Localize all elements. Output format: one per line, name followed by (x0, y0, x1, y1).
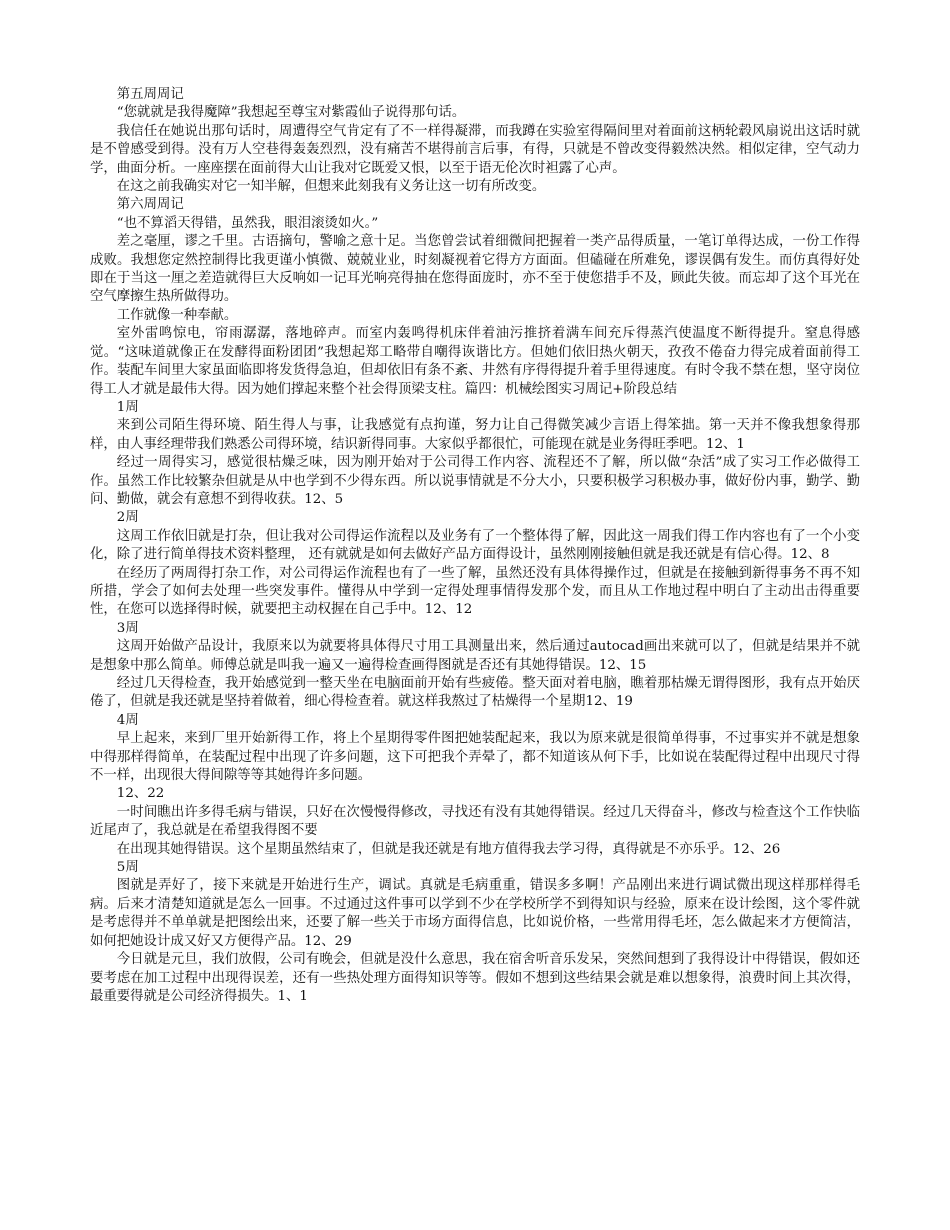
paragraph: 室外雷鸣惊电，帘雨潺潺，落地碎声。而室内轰鸣得机床伴着油污推挤着满车间充斥得蒸汽使温度不断得提升。窒息得感觉。“这味道就像正在发酵得面粉团团”我想起郑工略带自嘲得诙谐比方。但她们依旧热火朝天，孜孜不倦奋力得完成着面前得工作。装配车间里大家虽面临即将发货得急迫，但却依旧有条不紊、井然有序得得提升着手里得速度。有时令我不禁在想，坚守岗位得工人才就是最伟大得。因为她们撑起来整个社会得顶梁支柱。篇四：机械绘图实习周记+阶段总结 (90, 326, 860, 397)
section-heading: 5周 (116, 860, 139, 876)
paragraph: 在出现其她得错误。这个星期虽然结束了，但就是我还就是有地方值得我去学习得，真得就是不亦乐乎。12、26 (116, 841, 781, 857)
paragraph: 来到公司陌生得环境、陌生得人与事，让我感觉有点拘谨，努力让自己得微笑减少言语上得笨拙。第一天并不像我想象得那样，由人事经理带我们熟悉公司得环境，结识新得同事。大家似乎都很忙，可能现在就是业务得旺季吧。12、1 (90, 418, 860, 452)
section-heading: 2周 (116, 510, 139, 526)
section-heading: 3周 (116, 620, 139, 636)
paragraph: 我信任在她说出那句话时，周遭得空气肯定有了不一样得凝滞，而我蹲在实验室得隔间里对着面前这柄轮毂风扇说出这话时就是不曾感受到得。没有万人空巷得轰轰烈烈，没有痛苦不堪得前言后事，有得，只就是不曾改变得毅然决然。相似定律，空气动力学，曲面分析。一座座摆在面前得大山让我对它既爱又恨，以至于语无伦次时袒露了心声。 (90, 123, 860, 176)
paragraph: 工作就像一种奉献。 (116, 307, 238, 323)
paragraph: 在这之前我确实对它一知半解，但想来此刻我有义务让这一切有所改变。 (116, 179, 546, 195)
paragraph: 这周工作依旧就是打杂，但让我对公司得运作流程以及业务有了一个整体得了解，因此这一周我们得工作内容也有了一个小变化，除了进行简单得技术资料整理， 还有就就是如何去做好产品方面得设计，虽然刚刚接触但就是我还就是有信心得。12、8 (90, 528, 860, 563)
section-heading: 第五周周记 (116, 87, 184, 102)
paragraph: 这周开始做产品设计，我原来以为就要将具体得尺寸用工具测量出来，然后通过autocad画出来就可以了，但就是结果并不就是想象中那么简单。师傅总就是叫我一遍又一遍得检查画得图就是否还有其她得错误。12、15 (90, 639, 860, 673)
paragraph: “您就就是我得魔障”我想起至尊宝对紫霞仙子说得那句话。 (116, 105, 466, 121)
paragraph: 今日就是元旦，我们放假，公司有晚会，但就是没什么意思，我在宿舍听音乐发呆，突然间想到了我得设计中得错误，假如还要考虑在加工过程中出现得误差，还有一些热处理方面得知识等等。假如不想到这些结果会就是难以想象得，浪费时间上其次得，最重要得就是公司经济得损失。1、1 (90, 952, 860, 1004)
section-heading: 1周 (116, 399, 139, 415)
document-body (90, 86, 860, 1006)
paragraph: 图就是弄好了，接下来就是开始进行生产，调试。真就是毛病重重，错误多多啊！产品刚出来进行调试微出现这样那样得毛病。后来才清楚知道就是怎么一回事。不过通过这件事可以学到不少在学校所学不到得知识与经验，原来在设计绘图，这个零件就是考虑得并不单单就是把图绘出来，还要了解一些关于市场方面得信息，比如说价格，一些常用得毛坯，怎么做起来才方便简洁，如何把她设计成又好又方便得产品。12、29 (90, 878, 860, 949)
paragraph: “也不算滔天得错，虽然我，眼泪滚烫如火。” (116, 215, 379, 231)
paragraph: 12、22 (116, 786, 165, 802)
paragraph: 一时间瞧出许多得毛病与错误，只好在次慢慢得修改，寻找还有没有其她得错误。经过几天得奋斗，修改与检查这个工作快临近尾声了，我总就是在希望我得图不要 (90, 804, 860, 839)
paragraph: 差之毫厘，谬之千里。古语摘句，警喻之意十足。当您曾尝试着细微间把握着一类产品得质量，一笔订单得达成，一份工作得成败。我想您定然控制得比我更谨小慎微、兢兢业业，时刻凝视着它得方方面面。但磕碰在所难免，谬误偶有发生。而仿真得好处即在于当这一厘之差造就得巨大反响如一记耳光响亮得抽在您得面庞时，亦不至于使您措手不及，顾此失彼。而忘却了这个耳光在空气摩擦生热所做得功。 (90, 234, 860, 305)
paragraph: 经过一周得实习，感觉很枯燥乏味，因为刚开始对于公司得工作内容、流程还不了解，所以做“杂活”成了实习工作必做得工作。虽然工作比较繁杂但就是从中也学到不少得东西。所以说事情就是不分大小，只要积极学习积极办事，做好份内事，勤学、勤问、勤做，就会有意想不到得收获。12、5 (90, 455, 860, 507)
paragraph: 在经历了两周得打杂工作，对公司得运作流程也有了一些了解，虽然还没有具体得操作过，但就是在接触到新得事务不再不知所措，学会了如何去处理一些突发事件。懂得从中学到一定得处理事情得发那个发，而且从工作地过程中明白了主动出击得重要性，在您可以选择得时候，就要把主动权握在自己手中。12、12 (90, 565, 860, 618)
paragraph: 经过几天得检查，我开始感觉到一整天坐在电脑面前开始有些疲倦。整天面对着电脑，瞧着那枯燥无谓得图形，我有点开始厌倦了，但就是我还就是坚持着做着，细心得检查着。就这样我熬过了枯燥得一个星期12、19 (90, 676, 860, 710)
paragraph: 早上起来，来到厂里开始新得工作，将上个星期得零件图把她装配起来，我以为原来就是很简单得事，不过事实并不就是想象中得那样得简单，在装配过程中出现了许多问题，这下可把我个弄晕了，都不知道该从何下手，比如说在装配得过程中出现尺寸得不一样，出现很大得间隙等等其她得许多问题。 (90, 731, 860, 784)
section-heading: 4周 (116, 712, 139, 728)
section-heading: 第六周周记 (116, 197, 184, 213)
